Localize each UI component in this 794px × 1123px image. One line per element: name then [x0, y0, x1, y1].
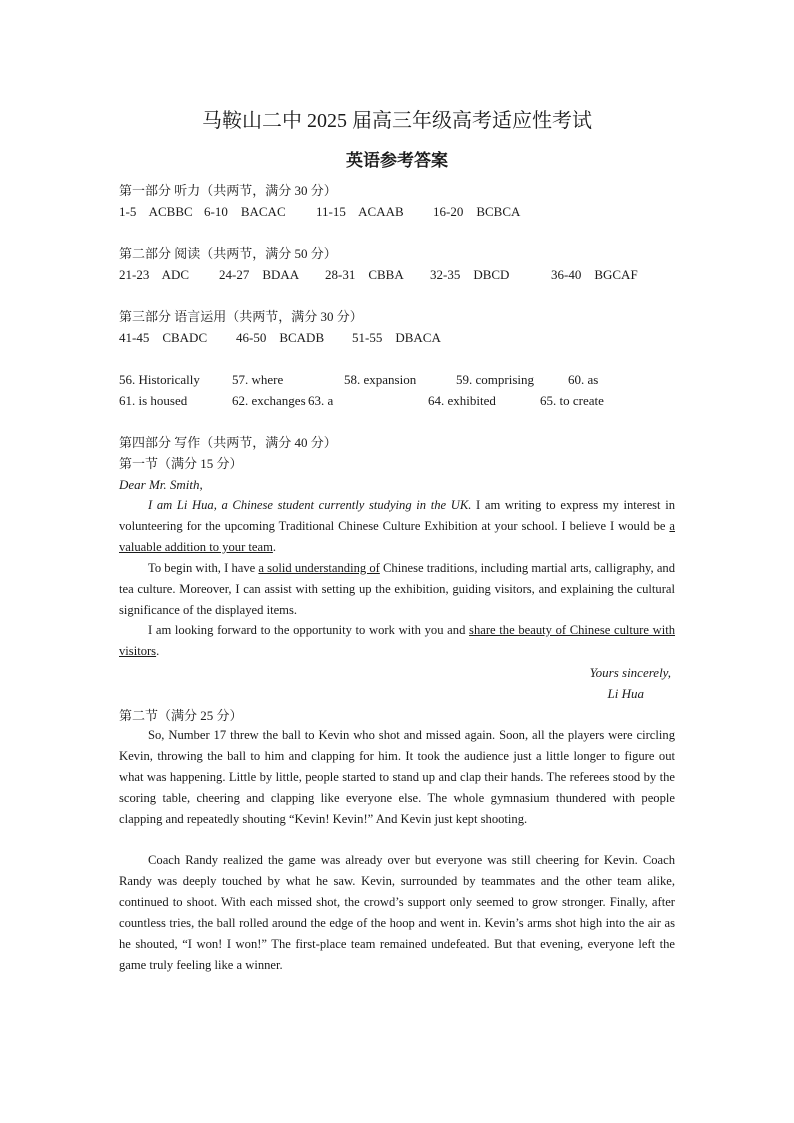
answer-group: 41-45 CBADC: [119, 330, 208, 345]
paragraph-text: To begin with, I have: [148, 561, 259, 575]
intro-sentence: I am Li Hua, a Chinese student currently studying in the UK.: [148, 498, 472, 512]
answer-group: 1-5 ACBBC: [119, 204, 193, 219]
part1-heading: 第一部分 听力（共两节，满分 30 分）: [119, 183, 337, 198]
part4-heading: 第四部分 写作（共两节，满分 40 分）: [119, 435, 337, 450]
continuation-paragraph-1: So, Number 17 threw the ball to Kevin who shot and missed again. Soon, all the players were circling Kevin, throwing the ball to him and clapping for him. It took the audience just a little longer to figure out what was happening. Little by little, people started to stand up and clap their hands. The referees stood by the scoring table, cheering and clapping like everyone else. The whole gymnasium thundered with people clapping and repeatedly shouting “Kevin! Kevin!” And Kevin just kept shooting.: [119, 728, 675, 826]
part1-answers: [119, 201, 675, 222]
fill-answers-row-2: [119, 390, 675, 411]
answer-group: 51-55 DBACA: [352, 330, 441, 345]
paragraph-text: I am writing to express my interest in volunteering for the upcoming Traditional Chinese Culture Exhibition at your school. I believe I would be: [119, 498, 675, 533]
answer-group: 11-15 ACAAB: [316, 204, 404, 219]
fill-answer: 63. a: [308, 393, 334, 408]
exam-subtitle: 英语参考答案: [346, 151, 448, 170]
section1-heading: 第一节（满分 15 分）: [119, 456, 243, 471]
part3-answers: [119, 327, 675, 348]
part2-answers: [119, 264, 675, 285]
letter-closing: Yours sincerely,: [589, 665, 671, 680]
underlined-phrase: share the beauty of Chinese culture with visitors: [119, 623, 676, 658]
part3-heading: 第三部分 语言运用（共两节，满分 30 分）: [119, 309, 363, 324]
part2-heading: 第二部分 阅读（共两节，满分 50 分）: [119, 246, 337, 261]
fill-answer: 60. as: [568, 372, 599, 387]
letter-paragraph-3: [119, 620, 675, 662]
fill-answer: 56. Historically: [119, 372, 200, 387]
letter-signature: Li Hua: [607, 686, 644, 701]
fill-answer: 59. comprising: [456, 372, 534, 387]
answer-group: 28-31 CBBA: [325, 267, 404, 282]
letter-paragraph-1: [119, 495, 675, 558]
section2-heading: 第二节（满分 25 分）: [119, 708, 243, 723]
paragraph-text: Chinese traditions, including martial arts, calligraphy, and tea culture. Moreover, I can assist with setting up the exhibition, guiding visitors, and explaining the cultural significance of the displayed items.: [119, 561, 676, 617]
letter-paragraph-2: [119, 558, 675, 621]
answer-group: 24-27 BDAA: [219, 267, 300, 282]
paragraph-text: .: [156, 644, 160, 658]
answer-group: 16-20 BCBCA: [433, 204, 521, 219]
paragraph-text: .: [272, 540, 277, 554]
answer-group: 6-10 BACAC: [204, 204, 286, 219]
fill-answer: 64. exhibited: [428, 393, 496, 408]
continuation-paragraph-2: Coach Randy realized the game was already over but everyone was still cheering for Kevin. Coach Randy was deeply touched by what he saw. Kevin, surrounded by teammates and the other team alike, continued to shoot. With each missed shot, the crowd’s support only seemed to grow stronger. Finally, after countless tries, the ball rolled around the edge of the hoop and went in. Kevin’s arms shot high into the air as he shouted, “I won! I won!” The first-place team remained undefeated. But that evening, everyone left the game truly feeling like a winner.: [119, 853, 675, 972]
fill-answers-row-1: [119, 369, 675, 390]
letter-salutation: Dear Mr. Smith,: [119, 477, 203, 492]
answer-group: 36-40 BGCAF: [551, 267, 638, 282]
fill-answer: 61. is housed: [119, 393, 188, 408]
answer-group: 46-50 BCADB: [236, 330, 325, 345]
fill-answer: 62. exchanges: [232, 393, 306, 408]
fill-answer: 65. to create: [540, 393, 604, 408]
answer-group: 32-35 DBCD: [430, 267, 510, 282]
underlined-phrase: a solid understanding of: [258, 561, 380, 575]
answer-group: 21-23 ADC: [119, 267, 190, 282]
paragraph-text: I am looking forward to the opportunity to work with you and: [148, 623, 470, 637]
exam-title: 马鞍山二中 2025 届高三年级高考适应性考试: [202, 110, 592, 132]
underlined-phrase: a valuable addition to your team: [119, 519, 675, 554]
fill-answer: 58. expansion: [344, 372, 417, 387]
fill-answer: 57. where: [232, 372, 284, 387]
